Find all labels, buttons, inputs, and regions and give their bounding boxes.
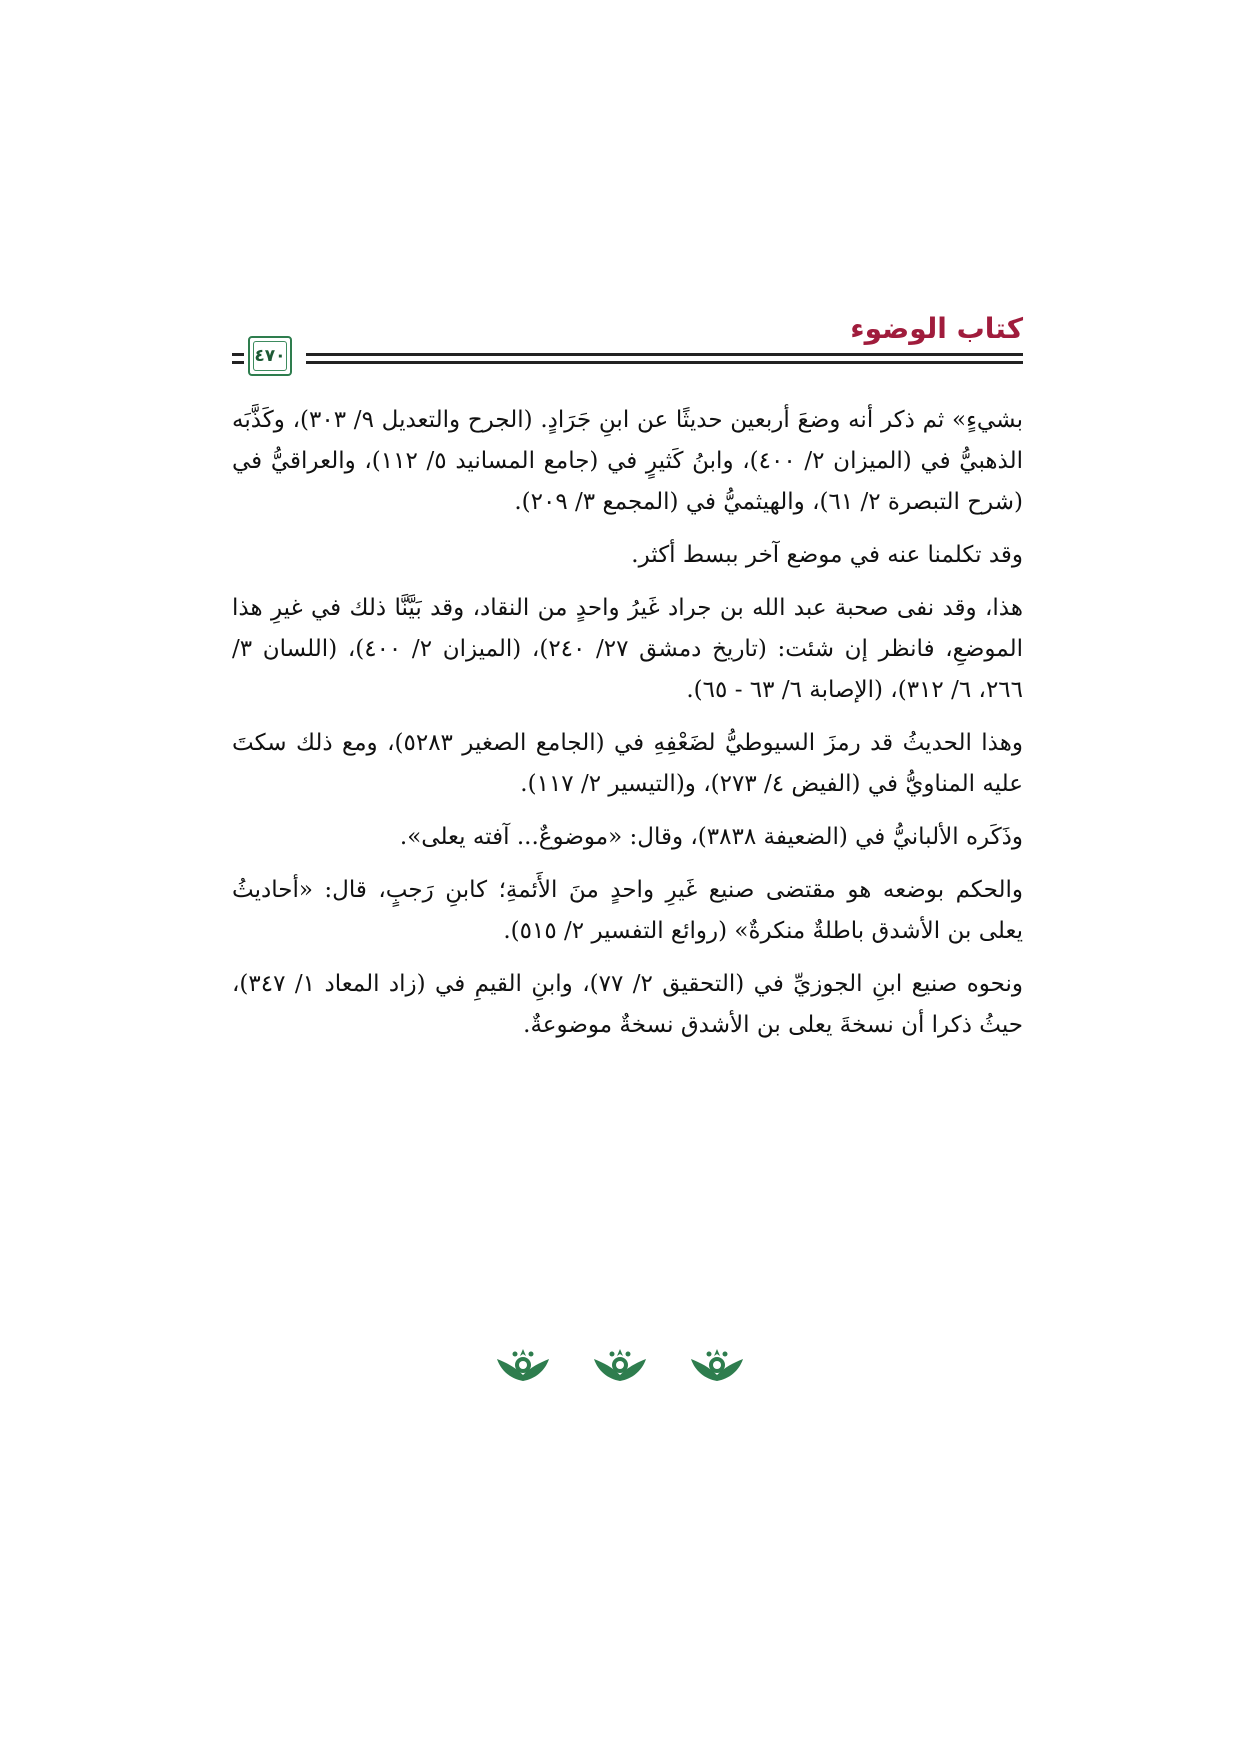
paragraph-7: ونحوه صنيع ابنِ الجوزيِّ في (التحقيق ٢/ ٧٧)، وابنِ القيمِ في (زاد المعاد ١/ ٣٤٧)، حيثُ ذكرا أن نسخةَ يعلى بن الأشدق نسخةٌ موضوعةٌ. xyxy=(232,971,1024,1038)
paragraph-1: بشيءٍ» ثم ذكر أنه وضعَ أربعين حديثًا عن ابنِ جَرَادٍ. (الجرح والتعديل ٩/ ٣٠٣)، وكَذَّبَه الذهبيُّ في (الميزان ٢/ ٤٠٠)، وابنُ كَثيرٍ في (جامع المسانيد ٥/ ١١٢)، والعراقيُّ في (شرح التبصرة ٢/ ٦١)، والهيثميُّ في (المجمع ٣/ ٢٠٩). xyxy=(232,407,1024,515)
floral-ornament-icon xyxy=(687,1345,747,1385)
header-rule-top xyxy=(306,353,1023,356)
section-end-ornaments xyxy=(0,1345,1240,1389)
header-rule-left-top xyxy=(232,353,244,356)
book-title: كتاب الوضوء xyxy=(850,312,1023,345)
page-number-badge xyxy=(248,336,292,376)
floral-ornament-icon xyxy=(493,1345,553,1385)
paragraph-3: هذا، وقد نفى صحبة عبد الله بن جراد غَيرُ واحدٍ من النقاد، وقد بَيَّنَّا ذلك في غيرِ هذا الموضعِ، فانظر إن شئت: (تاريخ دمشق ٢٧/ ٢٤٠)، (الميزان ٢/ ٤٠٠)، (اللسان ٣/ ٢٦٦، ٦/ ٣١٢)، (الإصابة ٦/ ٦٣ - ٦٥). xyxy=(232,595,1023,703)
paragraph-2: وقد تكلمنا عنه في موضع آخر ببسط أكثر. xyxy=(631,542,1023,568)
floral-ornament-icon xyxy=(590,1345,650,1385)
paragraph-6: والحكم بوضعه هو مقتضى صنيع غَيرِ واحدٍ منَ الأَئمةِ؛ كابنِ رَجبٍ، قال: «أحاديثُ يعلى بن الأشدق باطلةٌ منكرةٌ» (روائع التفسير ٢/ ٥١٥). xyxy=(232,877,1023,944)
page-number: ٤٧٠ xyxy=(254,346,286,366)
header-rule-bottom xyxy=(306,361,1023,364)
page-header xyxy=(232,312,1023,380)
paragraph-5: وذَكَره الألبانيُّ في (الضعيفة ٣٨٣٨)، وقال: «موضوعٌ... آفته يعلى». xyxy=(399,824,1023,850)
paragraph-4: وهذا الحديثُ قد رمزَ السيوطيُّ لضَعْفِهِ في (الجامع الصغير ٥٢٨٣)، ومع ذلك سكتَ عليه المناويُّ في (الفيض ٤/ ٢٧٣)، و(التيسير ٢/ ١١٧). xyxy=(232,730,1023,797)
main-text xyxy=(232,400,1023,1058)
header-rule-left-bottom xyxy=(232,361,244,364)
